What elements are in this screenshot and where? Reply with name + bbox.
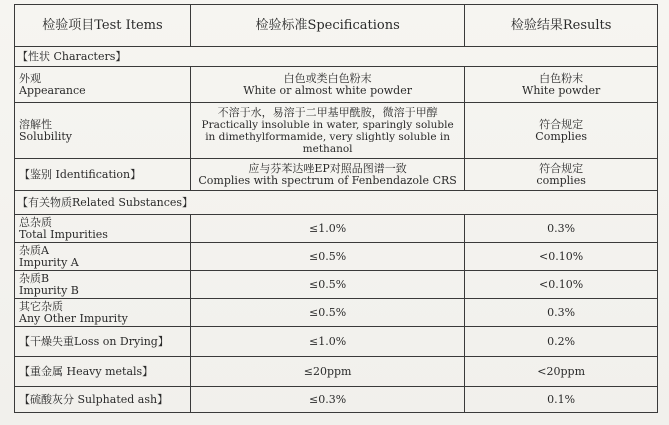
spec-cell: ≤0.5% xyxy=(190,243,464,271)
result-cell xyxy=(465,103,658,159)
item-cell xyxy=(15,271,191,299)
table-row xyxy=(15,327,658,357)
result-cn: 白色粉末 xyxy=(539,71,584,85)
item-cn: 杂质B xyxy=(19,271,50,285)
section-characters: 【性状 Characters】 xyxy=(15,47,658,67)
spec-cell: ≤20ppm xyxy=(190,357,464,387)
result-cell: 0.1% xyxy=(465,387,658,413)
table-row xyxy=(15,243,658,271)
section-identification: 【鉴别 Identification】 xyxy=(15,159,191,191)
item-en: Impurity B xyxy=(19,283,79,297)
table-row xyxy=(15,357,658,387)
result-cell: <0.10% xyxy=(465,243,658,271)
header-row xyxy=(15,5,658,47)
item-cn: 总杂质 xyxy=(19,215,52,229)
header-test-items: 检验项目Test Items xyxy=(15,5,191,47)
item-en: Solubility xyxy=(19,129,72,143)
spec-en: White or almost white powder xyxy=(243,83,412,97)
item-cn: 溶解性 xyxy=(19,117,52,131)
section-row xyxy=(15,47,658,67)
item-cell xyxy=(15,67,191,103)
table-row xyxy=(15,299,658,327)
spec-cn: 应与芬苯达唑EP对照品图谱一致 xyxy=(248,161,407,175)
item-cn: 杂质A xyxy=(19,243,49,257)
table-row xyxy=(15,271,658,299)
result-en: White powder xyxy=(522,83,601,97)
item-cell xyxy=(15,103,191,159)
result-cell xyxy=(465,67,658,103)
result-cell: 0.3% xyxy=(465,299,658,327)
result-cn: 符合规定 xyxy=(539,161,584,175)
section-related-substances: 【有关物质Related Substances】 xyxy=(15,191,658,215)
item-cell xyxy=(15,215,191,243)
spec-cell: ≤1.0% xyxy=(190,215,464,243)
item-en: Any Other Impurity xyxy=(19,311,128,325)
table-row xyxy=(15,387,658,413)
result-cn: 符合规定 xyxy=(539,117,584,131)
table-row xyxy=(15,159,658,191)
section-loss-on-drying: 【干燥失重Loss on Drying】 xyxy=(15,327,191,357)
spec-cell xyxy=(190,159,464,191)
spec-cell: ≤0.5% xyxy=(190,299,464,327)
spec-en: Practically insoluble in water, sparingly soluble in dimethylformamide, very slightly soluble in methanol xyxy=(201,118,454,155)
item-en: Total Impurities xyxy=(19,227,108,241)
table-row xyxy=(15,215,658,243)
item-cn: 外观 xyxy=(19,71,41,85)
spec-cell xyxy=(190,67,464,103)
item-cell xyxy=(15,243,191,271)
item-en: Appearance xyxy=(19,83,86,97)
spec-cell: ≤0.5% xyxy=(190,271,464,299)
result-cell: <20ppm xyxy=(465,357,658,387)
spec-cn: 白色或类白色粉末 xyxy=(283,71,372,85)
spec-cn: 不溶于水，易溶于二甲基甲酰胺，微溶于甲醇 xyxy=(217,105,438,119)
header-results: 检验结果Results xyxy=(465,5,658,47)
spec-en: Complies with spectrum of Fenbendazole CRS xyxy=(198,173,457,187)
result-en: complies xyxy=(536,173,586,187)
section-row xyxy=(15,191,658,215)
result-cell: 0.3% xyxy=(465,215,658,243)
result-cell: <0.10% xyxy=(465,271,658,299)
specification-table xyxy=(14,4,658,413)
item-cell xyxy=(15,299,191,327)
spec-cell xyxy=(190,103,464,159)
table-row xyxy=(15,103,658,159)
section-sulphated-ash: 【硫酸灰分 Sulphated ash】 xyxy=(15,387,191,413)
result-cell xyxy=(465,159,658,191)
item-cn: 其它杂质 xyxy=(19,299,63,313)
result-en: Complies xyxy=(535,129,587,143)
spec-cell: ≤0.3% xyxy=(190,387,464,413)
item-en: Impurity A xyxy=(19,255,79,269)
table-row xyxy=(15,67,658,103)
result-cell: 0.2% xyxy=(465,327,658,357)
spec-cell: ≤1.0% xyxy=(190,327,464,357)
section-heavy-metals: 【重金属 Heavy metals】 xyxy=(15,357,191,387)
header-specifications: 检验标准Specifications xyxy=(190,5,464,47)
